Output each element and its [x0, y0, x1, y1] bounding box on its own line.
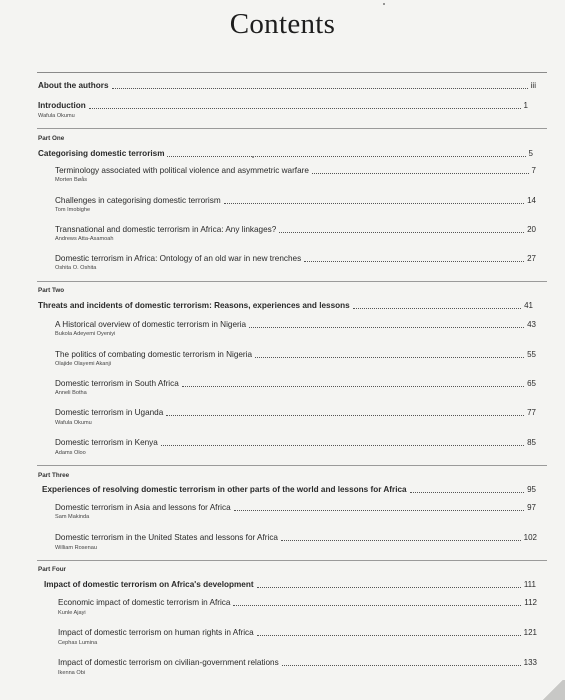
- toc-entry-introduction[interactable]: [38, 97, 528, 111]
- toc-chapter[interactable]: [55, 434, 536, 448]
- toc-entry-label: Economic impact of domestic terrorism in Africa: [58, 598, 231, 607]
- toc-page-number: 41: [524, 301, 533, 310]
- toc-author: Anneli Botha: [55, 390, 87, 396]
- leader-dots: [257, 635, 521, 636]
- toc-chapter[interactable]: [55, 162, 536, 176]
- leader-dots: [166, 415, 524, 416]
- toc-page-number: 20: [527, 225, 536, 234]
- leader-dots: [234, 510, 524, 511]
- toc-chapter[interactable]: [55, 529, 537, 543]
- toc-author: Adams Oloo: [55, 450, 86, 456]
- leader-dots: [353, 308, 521, 309]
- toc-entry-label: Domestic terrorism in Uganda: [55, 408, 164, 417]
- toc-entry-label: Challenges in categorising domestic terrorism: [55, 196, 221, 205]
- toc-entry-label: Introduction: [38, 101, 86, 110]
- toc-part-heading[interactable]: [42, 481, 536, 495]
- part-label: Part One: [38, 135, 65, 142]
- part-label: Part Three: [38, 472, 70, 479]
- toc-entry-label: Experiences of resolving domestic terrorism in other parts of the world and lessons for Africa: [42, 485, 407, 494]
- leader-dots: [167, 156, 525, 157]
- toc-page-number: 133: [523, 658, 537, 667]
- toc-author: Cephas Lumina: [58, 640, 98, 646]
- toc-author: Kunle Ajayi: [58, 610, 86, 616]
- leader-dots: [282, 665, 521, 666]
- toc-part-heading[interactable]: [44, 576, 536, 590]
- toc-part-heading[interactable]: [38, 145, 533, 159]
- toc-entry-label: The politics of combating domestic terrorism in Nigeria: [55, 350, 253, 359]
- page-corner-shadow: [535, 680, 565, 700]
- toc-entry-label: A Historical overview of domestic terrorism in Nigeria: [55, 320, 247, 329]
- toc-page-number: 121: [523, 628, 537, 637]
- toc-chapter[interactable]: [55, 250, 536, 264]
- toc-chapter[interactable]: [55, 499, 536, 513]
- toc-chapter[interactable]: [55, 375, 536, 389]
- leader-dots: [112, 88, 528, 89]
- toc-author: Wafula Okumu: [38, 113, 75, 119]
- toc-page-number: 111: [523, 580, 536, 589]
- page-title: Contents: [229, 8, 336, 40]
- toc-author: Olajide Olayemi Akanji: [55, 361, 111, 367]
- leader-dots: [257, 587, 521, 588]
- toc-page-number: 112: [524, 598, 537, 607]
- toc-page-number: 55: [527, 350, 536, 359]
- section-rule: [37, 128, 547, 129]
- toc-entry-label: Transnational and domestic terrorism in Africa: Any linkages?: [55, 225, 277, 234]
- toc-entry-label: Impact of domestic terrorism on civilian-government relations: [58, 658, 279, 667]
- toc-author: Wafula Okumu: [55, 420, 92, 426]
- toc-entry-label: Domestic terrorism in Kenya: [55, 438, 158, 447]
- toc-author: Ikenna Obi: [58, 670, 86, 676]
- toc-chapter[interactable]: [58, 594, 537, 608]
- toc-author: Morten Bøås: [55, 177, 88, 183]
- toc-chapter[interactable]: [55, 221, 536, 235]
- toc-author: Tom Imobighe: [55, 207, 91, 213]
- toc-page-number: 7: [531, 166, 536, 175]
- toc-author: Oshita O. Oshita: [55, 265, 97, 271]
- leader-dots: [249, 327, 524, 328]
- toc-entry-label: Domestic terrorism in Africa: Ontology of an old war in new trenches: [55, 254, 302, 263]
- print-speck: [383, 3, 385, 5]
- toc-author: Bukola Adeyemi Oyeniyi: [55, 331, 116, 337]
- toc-entry-label: Domestic terrorism in the United States and lessons for Africa: [55, 533, 278, 542]
- toc-entry-label: About the authors: [38, 81, 109, 90]
- toc-page-number: 77: [527, 408, 536, 417]
- leader-dots: [233, 605, 521, 606]
- toc-page-number: 102: [523, 533, 537, 542]
- toc-chapter[interactable]: [55, 404, 536, 418]
- part-label: Part Two: [38, 287, 65, 294]
- leader-dots: [279, 232, 524, 233]
- toc-entry-label: Domestic terrorism in South Africa: [55, 379, 179, 388]
- toc-chapter[interactable]: [55, 192, 536, 206]
- leader-dots: [410, 492, 525, 493]
- toc-chapter[interactable]: [58, 624, 537, 638]
- leader-dots: [304, 261, 524, 262]
- toc-page-number: iii: [530, 81, 536, 90]
- leader-dots: [89, 108, 521, 109]
- toc-page-number: 14: [527, 196, 536, 205]
- print-speck: [252, 156, 254, 158]
- toc-author: William Rosenau: [55, 545, 97, 551]
- toc-author: Sam Makinda: [55, 514, 90, 520]
- toc-part-heading[interactable]: [38, 297, 533, 311]
- section-rule: [37, 465, 547, 466]
- leader-dots: [161, 445, 524, 446]
- leader-dots: [255, 357, 524, 358]
- toc-author: Andrews Atta-Asamoah: [55, 236, 114, 242]
- section-rule: [37, 560, 547, 561]
- toc-page-number: 85: [527, 438, 536, 447]
- part-label: Part Four: [38, 566, 66, 573]
- toc-entry-label: Impact of domestic terrorism on human rights in Africa: [58, 628, 254, 637]
- toc-entry-label: Terminology associated with political violence and asymmetric warfare: [55, 166, 309, 175]
- toc-page-number: 95: [527, 485, 536, 494]
- leader-dots: [182, 386, 524, 387]
- top-rule: [37, 72, 547, 73]
- toc-page-number: 5: [528, 149, 533, 158]
- toc-chapter[interactable]: [55, 346, 536, 360]
- leader-dots: [312, 173, 529, 174]
- toc-entry-label: Domestic terrorism in Asia and lessons for Africa: [55, 503, 231, 512]
- toc-page-number: 97: [527, 503, 536, 512]
- toc-page-number: 65: [527, 379, 536, 388]
- toc-chapter[interactable]: [58, 654, 537, 668]
- toc-chapter[interactable]: [55, 316, 536, 330]
- toc-page-number: 1: [523, 101, 528, 110]
- toc-entry-about-authors[interactable]: [38, 77, 536, 91]
- toc-entry-label: Categorising domestic terrorism: [38, 149, 165, 158]
- leader-dots: [281, 540, 521, 541]
- toc-page-number: 43: [527, 320, 536, 329]
- toc-page-number: 27: [527, 254, 536, 263]
- leader-dots: [224, 203, 524, 204]
- section-rule: [37, 281, 547, 282]
- toc-entry-label: Impact of domestic terrorism on Africa's development: [44, 580, 254, 589]
- toc-entry-label: Threats and incidents of domestic terrorism: Reasons, experiences and lessons: [38, 301, 350, 310]
